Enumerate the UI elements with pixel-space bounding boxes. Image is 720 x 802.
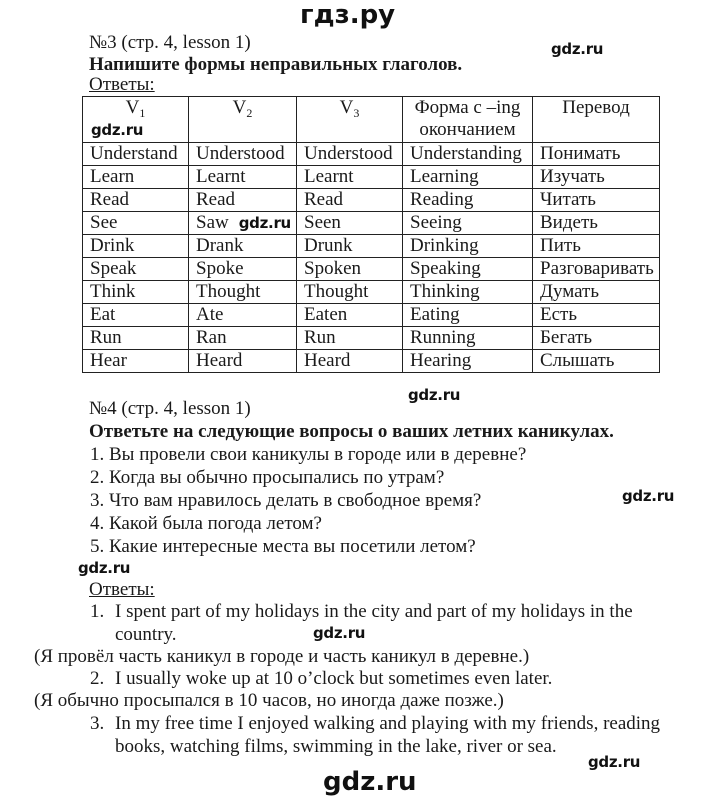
v2-cell-text: Understood (196, 143, 285, 164)
v1-cell-text: Speak (90, 258, 137, 279)
v3-cell-text: Spoken (304, 258, 361, 279)
ing-form-cell-text: Drinking (410, 235, 479, 256)
header-v2-main: V (232, 97, 247, 118)
header-v1-sub: 1 (139, 106, 146, 120)
table-row (83, 235, 660, 258)
v3-cell (297, 166, 403, 189)
question-5: 5. Какие интересные места вы посетили летом? (90, 536, 476, 557)
v3-cell (297, 235, 403, 258)
question-2: 2. Когда вы обычно просыпались по утрам? (90, 467, 445, 488)
translation-cell (533, 281, 660, 304)
v3-cell-text: Understood (304, 143, 393, 164)
answer-1-line1: I spent part of my holidays in the city and part of my holidays in the (115, 601, 633, 622)
table-row (83, 258, 660, 281)
translation-cell (533, 350, 660, 373)
translation-cell (533, 304, 660, 327)
v3-cell (297, 212, 403, 235)
v3-cell-text: Learnt (304, 166, 354, 187)
v1-cell-text: Read (90, 189, 130, 210)
question-1: 1. Вы провели свои каникулы в городе или в деревне? (90, 444, 527, 465)
site-title: гдз.ру (300, 0, 396, 30)
exercise4-number: №4 (стр. 4, lesson 1) (89, 398, 251, 419)
watermark: gdz.ru (551, 40, 604, 58)
table-row (83, 327, 660, 350)
v1-cell (83, 350, 189, 373)
translation-cell-text: Понимать (540, 143, 621, 164)
v3-cell (297, 327, 403, 350)
ing-form-cell-text: Thinking (410, 281, 480, 302)
ing-form-cell-text: Hearing (410, 350, 472, 371)
table-row (83, 281, 660, 304)
header-translation (533, 97, 660, 143)
ing-form-cell (403, 212, 533, 235)
v2-cell-text: Spoke (196, 258, 244, 279)
translation-cell-text: Думать (540, 281, 600, 302)
translation-cell (533, 166, 660, 189)
translation-cell-text: Бегать (540, 327, 593, 348)
table-row (83, 212, 660, 235)
exercise4-answers-label: Ответы: (89, 579, 155, 600)
table-header-row (83, 97, 660, 143)
v1-cell-text: Think (90, 281, 136, 302)
exercise3-answers-label: Ответы: (89, 74, 155, 95)
answer-2-translation: (Я обычно просыпался в 10 часов, но иногда даже позже.) (34, 690, 504, 711)
header-translation-label: Перевод (562, 97, 630, 118)
ing-form-cell (403, 143, 533, 166)
translation-cell (533, 212, 660, 235)
header-v3-sub: 3 (353, 106, 360, 120)
v1-cell-text: See (90, 212, 118, 233)
header-v2-sub: 2 (246, 106, 253, 120)
watermark: gdz.ru (622, 487, 675, 505)
v1-cell-text: Learn (90, 166, 135, 187)
answer-3-number: 3. (90, 713, 105, 734)
v2-cell-text: Saw (196, 212, 229, 233)
watermark: gdz.ru (408, 386, 461, 404)
answer-1-line2: country. (115, 624, 177, 645)
header-v3-main: V (339, 97, 354, 118)
v3-cell-text: Seen (304, 212, 341, 233)
v2-cell (189, 189, 297, 212)
ing-form-cell (403, 258, 533, 281)
v1-cell (83, 235, 189, 258)
watermark: gdz.ru (588, 753, 641, 771)
ing-form-cell (403, 304, 533, 327)
ing-form-cell (403, 350, 533, 373)
v1-cell-text: Drink (90, 235, 135, 256)
header-ing-form-line2: окончанием (419, 119, 516, 140)
v2-cell (189, 327, 297, 350)
v1-cell-text: Hear (90, 350, 127, 371)
v2-cell (189, 304, 297, 327)
v3-cell-text: Eaten (304, 304, 348, 325)
v1-cell (83, 189, 189, 212)
answer-3-line2: books, watching films, swimming in the lake, river or sea. (115, 736, 557, 757)
v2-cell (189, 143, 297, 166)
ing-form-cell-text: Running (410, 327, 476, 348)
translation-cell (533, 143, 660, 166)
answer-2-line1: I usually woke up at 10 o’clock but sometimes even later. (115, 668, 553, 689)
question-3: 3. Что вам нравилось делать в свободное время? (90, 490, 482, 511)
translation-cell (533, 327, 660, 350)
header-v3 (297, 97, 403, 143)
v2-cell (189, 258, 297, 281)
v1-cell (83, 304, 189, 327)
footer-watermark: gdz.ru (323, 767, 417, 797)
ing-form-cell (403, 327, 533, 350)
v1-cell-text: Eat (90, 304, 116, 325)
v2-cell-text: Thought (196, 281, 261, 302)
ing-form-cell (403, 166, 533, 189)
watermark: gdz.ru (91, 121, 144, 139)
watermark: gdz.ru (78, 559, 131, 577)
v2-cell-text: Heard (196, 350, 243, 371)
v1-cell (83, 258, 189, 281)
v2-cell-text: Ate (196, 304, 224, 325)
v2-cell-text: Ran (196, 327, 227, 348)
table-row (83, 350, 660, 373)
v2-cell-text: Learnt (196, 166, 246, 187)
v3-cell (297, 350, 403, 373)
translation-cell-text: Пить (540, 235, 581, 256)
ing-form-cell (403, 235, 533, 258)
v3-cell (297, 189, 403, 212)
ing-form-cell (403, 189, 533, 212)
header-v2 (189, 97, 297, 143)
ing-form-cell-text: Speaking (410, 258, 481, 279)
translation-cell-text: Изучать (540, 166, 605, 187)
v3-cell-text: Run (304, 327, 336, 348)
table-row (83, 143, 660, 166)
question-4: 4. Какой была погода летом? (90, 513, 322, 534)
v1-cell (83, 212, 189, 235)
header-v1-main: V (125, 97, 140, 118)
header-ing-form-line1: Форма с –ing (414, 97, 521, 118)
translation-cell-text: Есть (540, 304, 578, 325)
translation-cell-text: Слышать (540, 350, 615, 371)
v2-cell (189, 235, 297, 258)
v2-cell-text: Read (196, 189, 236, 210)
answer-2-number: 2. (90, 668, 105, 689)
translation-cell-text: Видеть (540, 212, 598, 233)
ing-form-cell-text: Eating (410, 304, 460, 325)
v3-cell (297, 304, 403, 327)
table-row (83, 189, 660, 212)
ing-form-cell-text: Learning (410, 166, 479, 187)
v3-cell-text: Read (304, 189, 344, 210)
v2-cell (189, 212, 297, 235)
v1-cell (83, 281, 189, 304)
translation-cell (533, 235, 660, 258)
answer-3-line1: In my free time I enjoyed walking and playing with my friends, reading (115, 713, 661, 734)
v2-cell (189, 166, 297, 189)
v1-cell (83, 166, 189, 189)
watermark: gdz.ru (238, 214, 291, 232)
v1-cell (83, 327, 189, 350)
answer-1-translation: (Я провёл часть каникул в городе и часть каникул в деревне.) (34, 646, 530, 667)
translation-cell (533, 258, 660, 281)
v1-cell-text: Run (90, 327, 122, 348)
header-ing-form (403, 97, 533, 143)
v3-cell (297, 281, 403, 304)
v1-cell (83, 143, 189, 166)
header-v1 (83, 97, 189, 143)
ing-form-cell (403, 281, 533, 304)
v2-cell-text: Drank (196, 235, 244, 256)
watermark: gdz.ru (313, 624, 366, 642)
exercise3-number: №3 (стр. 4, lesson 1) (89, 32, 251, 53)
exercise3-instruction: Напишите формы неправильных глаголов. (89, 54, 463, 75)
translation-cell-text: Читать (540, 189, 596, 210)
v3-cell (297, 258, 403, 281)
v3-cell-text: Thought (304, 281, 369, 302)
exercise4-instruction: Ответьте на следующие вопросы о ваших летних каникулах. (89, 421, 614, 442)
v1-cell-text: Understand (90, 143, 178, 164)
ing-form-cell-text: Understanding (410, 143, 522, 164)
table-row (83, 304, 660, 327)
v2-cell (189, 281, 297, 304)
ing-form-cell-text: Seeing (410, 212, 462, 233)
translation-cell (533, 189, 660, 212)
v3-cell (297, 143, 403, 166)
ing-form-cell-text: Reading (410, 189, 474, 210)
answer-1-number: 1. (90, 601, 105, 622)
table-row (83, 166, 660, 189)
v3-cell-text: Drunk (304, 235, 353, 256)
v2-cell (189, 350, 297, 373)
verb-forms-table (82, 96, 660, 373)
v3-cell-text: Heard (304, 350, 351, 371)
translation-cell-text: Разговаривать (540, 258, 654, 279)
